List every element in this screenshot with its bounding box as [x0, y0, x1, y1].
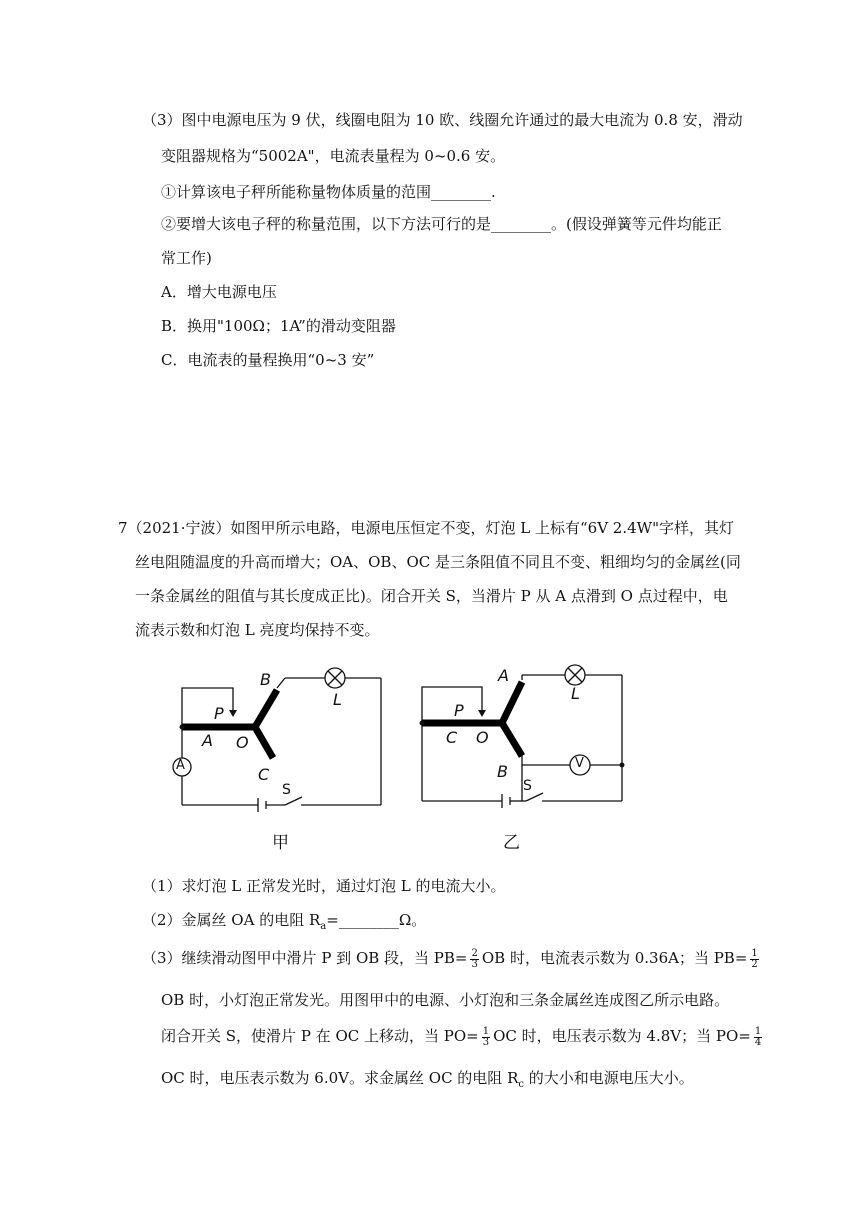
option-c: C．电流表的量程换用“0~3 安” — [161, 351, 375, 369]
q3-subquestion-1: ①计算该电子秤所能称量物体质量的范围________. — [161, 183, 496, 201]
fraction-two-thirds: $\frac{2}{3}$ — [471, 947, 478, 970]
sub-question-3-line4-subscript: c — [518, 1079, 524, 1090]
jia-caption: 甲 — [272, 833, 289, 853]
sub-question-3-line2: OB 时，小灯泡正常发光。用图甲中的电源、小灯泡和三条金属丝连成图乙所示电路。 — [161, 991, 730, 1009]
sub-question-2 — [142, 910, 426, 937]
circuit-diagram-yi — [410, 660, 640, 820]
yi-label-l: L — [571, 684, 580, 703]
fraction-one-half: $\frac{1}{2}$ — [751, 947, 758, 970]
sub-question-1: （1）求灯泡 L 正常发光时，通过灯泡 L 的电流大小。 — [142, 877, 506, 895]
sub-question-3-line1 — [142, 948, 762, 970]
ammeter-icon: A — [176, 758, 185, 773]
sub-question-3-line4-a: OC 时，电压表示数为 6.0V。求金属丝 OC 的电阻 R — [161, 1069, 519, 1087]
q7-text-line1: 7（2021·宁波）如图甲所示电路，电源电压恒定不变，灯泡 L 上标有“6V 2.4W"字样，其灯 — [118, 519, 734, 537]
q3-subquestion-2-line2: 常工作) — [161, 249, 212, 267]
q3-subquestion-2-line1: ②要增大该电子秤的称量范围，以下方法可行的是________。(假设弹簧等元件均能正 — [161, 215, 722, 233]
option-a: A．增大电源电压 — [161, 283, 277, 301]
jia-label-p: P — [214, 704, 224, 723]
sub-question-3-line3-b: OC 时，电压表示数为 4.8V；当 PO= — [493, 1027, 751, 1045]
sub-question-2-post: =________Ω。 — [326, 911, 427, 929]
sub-question-2-subscript: a — [320, 921, 327, 932]
q3-text-line1: （3）图中电源电压为 9 伏，线圈电阻为 10 欧、线圈允许通过的最大电流为 0.8 安，滑动 — [142, 111, 743, 129]
sub-question-3-line4 — [161, 1068, 694, 1095]
jia-label-c: C — [258, 765, 270, 784]
yi-label-b: B — [497, 762, 508, 781]
yi-label-o: O — [476, 728, 489, 747]
yi-label-p: P — [454, 701, 464, 720]
yi-label-a: A — [498, 666, 509, 685]
sub-question-2-pre: （2）金属丝 OA 的电阻 R — [142, 911, 321, 929]
fraction-one-quarter: $\frac{1}{4}$ — [754, 1025, 762, 1048]
sub-question-3-line1-a: （3）继续滑动图甲中滑片 P 到 OB 段，当 PB= — [142, 949, 468, 967]
q7-text-line2: 丝电阻随温度的升高而增大；OA、OB、OC 是三条阻值不同且不变、粗细均匀的金属丝(同 — [135, 553, 741, 571]
sub-question-3-line3-a: 闭合开关 S，使滑片 P 在 OC 上移动，当 PO= — [161, 1027, 479, 1045]
q7-text-line3: 一条金属丝的阻值与其长度成正比)。闭合开关 S，当滑片 P 从 A 点滑到 O 点过程中，电 — [135, 587, 728, 605]
sub-question-3-line4-b: 的大小和电源电压大小。 — [523, 1069, 694, 1087]
jia-label-s: S — [282, 782, 291, 798]
circuit-diagram-jia — [160, 660, 400, 820]
jia-label-a: A — [202, 731, 213, 750]
jia-label-b: B — [260, 670, 271, 689]
jia-label-l: L — [333, 690, 342, 709]
yi-label-s: S — [523, 778, 532, 794]
fraction-one-third: $\frac{1}{3}$ — [482, 1025, 490, 1048]
jia-label-o: O — [236, 733, 249, 752]
q7-text-line4: 流表示数和灯泡 L 亮度均保持不变。 — [135, 621, 380, 639]
q3-text-line2: 变阻器规格为“5002A"，电流表量程为 0~0.6 安。 — [161, 147, 506, 165]
sub-question-3-line1-b: OB 时，电流表示数为 0.36A；当 PB= — [481, 949, 748, 967]
voltmeter-icon: V — [575, 756, 584, 771]
sub-question-3-line3 — [161, 1026, 765, 1048]
option-b: B．换用"100Ω；1A”的滑动变阻器 — [161, 317, 396, 335]
yi-label-c: C — [446, 728, 458, 747]
yi-caption: 乙 — [503, 833, 520, 853]
